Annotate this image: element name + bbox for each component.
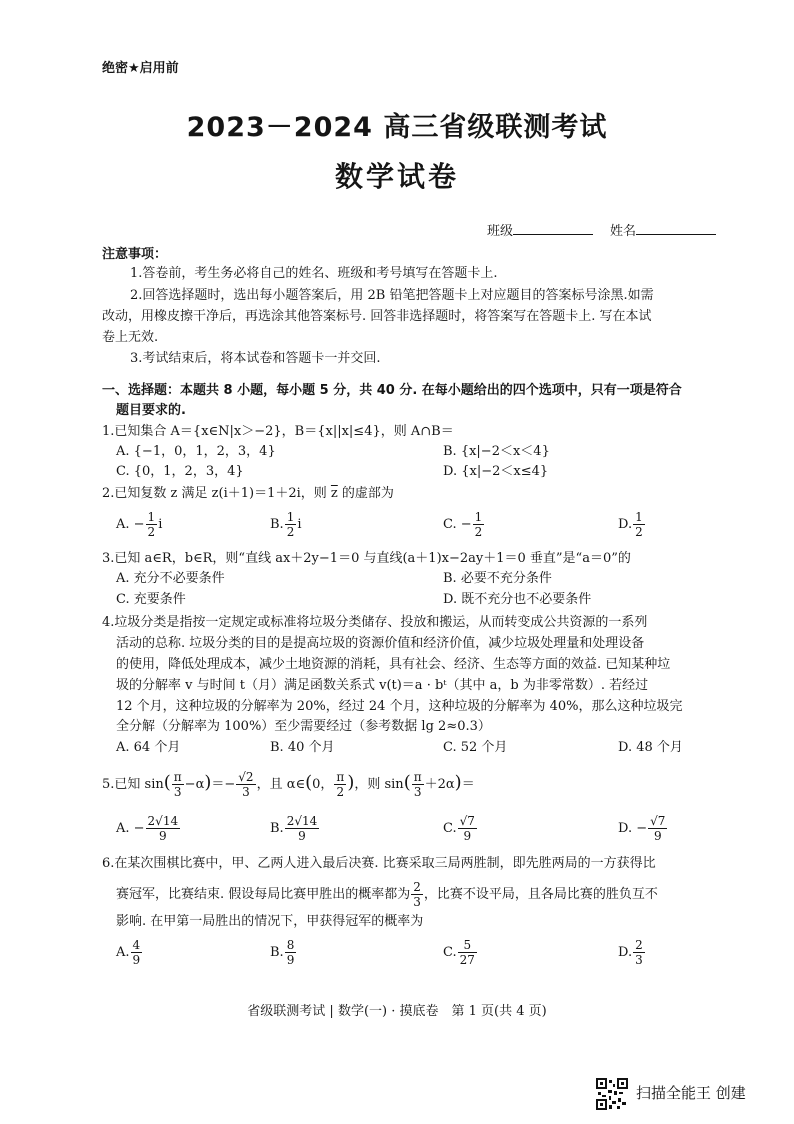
q4-line-5: 12 个月，这种垃圾的分解率为 20%，经过 24 个月，这种垃圾的分解率为 40%，那么这种垃圾完 <box>116 699 683 714</box>
q5-d-num: √7 <box>650 814 666 828</box>
q2-option-a <box>116 510 162 539</box>
q6-l2-num: 2 <box>413 880 421 894</box>
q6-a-den: 9 <box>132 953 141 967</box>
q5-a-fraction <box>146 814 181 843</box>
q5-frac1-num: π <box>173 770 182 784</box>
q2-option-b <box>270 510 302 539</box>
q4-line-6: 全分解（分解率为 100%）至少需要经过（参考数据 lg 2≈0.3） <box>116 719 491 734</box>
q6-a-num: 4 <box>132 938 141 952</box>
q6-c-pre: C. <box>443 945 457 960</box>
q6-l2-post: ，比赛不设平局，且各局比赛的胜负互不 <box>423 887 658 902</box>
q1-option-a: A. {−1，0，1，2，3，4} <box>116 444 276 459</box>
q2-option-c <box>443 510 485 539</box>
exam-subtitle: 数学试卷 <box>334 160 459 193</box>
q1-option-d: D. {x|−2＜x≤4} <box>443 464 549 479</box>
q4-option-b: B. 40 个月 <box>270 740 335 755</box>
notes-heading: 注意事项： <box>102 247 168 262</box>
q2-stem-post: 的虚部为 <box>341 486 394 501</box>
q5-d-fraction <box>648 814 667 843</box>
scanner-credit: 扫描全能王 创建 <box>636 1084 746 1102</box>
note-2-line-3: 卷上无效. <box>102 330 159 345</box>
q2-b-post: i <box>297 517 302 532</box>
page-footer: 省级联测考试 | 数学(一) · 摸底卷 第 1 页(共 4 页) <box>247 1004 547 1019</box>
q5-frac-pi-3b <box>412 770 424 799</box>
q5-p5: ＝− <box>211 777 236 792</box>
q2-c-fraction <box>473 510 485 539</box>
q2-b-pre: B. <box>270 517 284 532</box>
q3-option-c: C. 充要条件 <box>116 592 186 607</box>
q5-p12: ，则 sin <box>354 777 404 792</box>
q6-l2-pre: 赛冠军，比赛结束. 假设每局比赛甲胜出的概率都为 <box>116 887 411 902</box>
q6-d-fraction <box>633 938 645 967</box>
q2-a-den: 2 <box>147 525 156 539</box>
q3-option-a: A. 充分不必要条件 <box>116 571 225 586</box>
q5-frac1-den: 3 <box>173 785 182 799</box>
q6-a-pre: A. <box>116 945 130 960</box>
class-blank <box>513 222 593 235</box>
q2-c-den: 2 <box>474 525 483 539</box>
note-3: 3.考试结束后，将本试卷和答题卡一并交回. <box>130 351 381 366</box>
q6-option-c <box>443 938 478 967</box>
q5-c-num: √7 <box>459 814 475 828</box>
q5-p1: 5.已知 sin <box>102 777 164 792</box>
q2-c-pre: C. − <box>443 517 472 532</box>
q6-d-pre: D. <box>618 945 633 960</box>
q4-option-a: A. 64 个月 <box>116 740 181 755</box>
q1-option-b: B. {x|−2＜x＜4} <box>443 444 550 459</box>
q5-a-num: 2√14 <box>147 814 179 828</box>
q6-c-den: 27 <box>459 953 475 967</box>
q6-b-pre: B. <box>270 945 284 960</box>
q2-a-fraction <box>146 510 158 539</box>
q6-b-num: 8 <box>286 938 295 952</box>
section-1-instruction-2: 题目要求的. <box>116 403 186 418</box>
q5-frac4-num: π <box>413 770 422 784</box>
q6-l2-den: 3 <box>413 895 421 909</box>
q5-option-a <box>116 814 181 843</box>
section-1-instruction: 一、选择题：本题共 8 小题，每小题 5 分，共 40 分. 在每小题给出的四个选项中，只有一项是符合 <box>102 383 682 398</box>
q1-option-c: C. {0，1，2，3，4} <box>116 464 244 479</box>
q5-b-num: 2√14 <box>286 814 318 828</box>
note-2-line-2: 改动，用橡皮擦干净后，再选涂其他答案标号. 回答非选择题时，将答案写在答题卡上. 写在本试 <box>102 309 652 324</box>
q2-option-d <box>618 510 646 539</box>
q5-a-den: 9 <box>159 829 167 843</box>
q2-stem-zbar: $\overline{z}$ <box>330 486 338 501</box>
class-field <box>487 222 593 240</box>
q5-b-pre: B. <box>270 821 284 836</box>
q5-frac-pi-2 <box>334 770 346 799</box>
qr-code-icon <box>596 1078 628 1114</box>
q5-frac2-den: 3 <box>242 785 250 799</box>
name-label: 姓名 <box>610 224 637 239</box>
q5-b-fraction <box>285 814 320 843</box>
note-1: 1.答卷前，考生务必将自己的姓名、班级和考号填写在答题卡上. <box>130 266 498 281</box>
q4-line-1: 4.垃圾分类是指按一定规定或标准将垃圾分类储存、投放和搬运，从而转变成公共资源的一系列 <box>102 615 648 630</box>
q6-option-b <box>270 938 297 967</box>
q5-p4: −α <box>184 777 205 792</box>
exam-title: 2023－2024 高三省级联测考试 <box>186 112 608 143</box>
q4-option-c: C. 52 个月 <box>443 740 508 755</box>
q2-d-pre: D. <box>618 517 633 532</box>
q5-p8: ，且 α∈ <box>256 777 306 792</box>
q2-b-num: 1 <box>286 510 295 524</box>
q6-d-den: 3 <box>635 953 643 967</box>
q5-option-b <box>270 814 320 843</box>
secret-mark: 绝密★启用前 <box>102 61 179 76</box>
q2-c-num: 1 <box>474 510 483 524</box>
q5-option-d <box>618 814 668 843</box>
q6-d-num: 2 <box>635 938 643 952</box>
q3-option-d: D. 既不充分也不必要条件 <box>443 592 592 607</box>
q4-line-4: 圾的分解率 v 与时间 t（月）满足函数关系式 v(t)＝a · bᵗ（其中 a，b 为非零常数）. 若经过 <box>116 678 649 693</box>
q2-stem-pre: 2.已知复数 z 满足 z(i＋1)＝1＋2i，则 <box>102 486 327 501</box>
q2-a-post: i <box>158 517 163 532</box>
q5-frac-sqrt2-3 <box>236 770 255 799</box>
q5-stem: 5.已知 sin( $\frac{\pi}{3}$ −α)＝− $\frac{√2}{3}$ ，且 α∈(0， $\frac{\pi}{2}$ )，则 sin( $\frac{\pi}{3}$ ＋2α)＝ <box>102 770 475 799</box>
q5-option-c <box>443 814 478 843</box>
q4-option-d: D. 48 个月 <box>618 740 683 755</box>
q2-d-fraction <box>633 510 645 539</box>
name-field <box>610 222 716 240</box>
q6-line-1: 6.在某次围棋比赛中，甲、乙两人进入最后决赛. 比赛采取三局两胜制，即先胜两局的一方获得比 <box>102 856 656 871</box>
q5-b-den: 9 <box>298 829 306 843</box>
q6-c-num: 5 <box>458 938 477 953</box>
q6-prob-fraction <box>411 880 423 909</box>
q6-line-3: 影响. 在甲第一局胜出的情况下，甲获得冠军的概率为 <box>116 914 424 929</box>
q2-b-den: 2 <box>286 525 295 539</box>
q6-option-d <box>618 938 646 967</box>
q2-d-num: 1 <box>635 510 643 524</box>
class-label: 班级 <box>487 224 514 239</box>
q5-a-pre: A. − <box>116 821 145 836</box>
q5-p9: 0， <box>312 777 334 792</box>
q6-a-fraction <box>131 938 143 967</box>
note-2-line-1: 2.回答选择题时，选出每小题答案后，用 2B 铅笔把答题卡上对应题目的答案标号涂黑.如需 <box>130 288 654 303</box>
q2-a-pre: A. − <box>116 517 145 532</box>
q5-p15: ＋2α <box>424 777 455 792</box>
q6-c-fraction <box>458 938 477 967</box>
q5-frac2-num: √2 <box>238 770 254 784</box>
q5-p16: ＝ <box>461 777 475 792</box>
q2-d-den: 2 <box>635 525 643 539</box>
q3-option-b: B. 必要不充分条件 <box>443 571 552 586</box>
q5-c-pre: C. <box>443 821 457 836</box>
q6-option-a <box>116 938 143 967</box>
q4-line-3: 的使用，降低处理成本，减少土地资源的消耗，具有社会、经济、生态等方面的效益. 已知某种垃 <box>116 657 671 672</box>
q2-a-num: 1 <box>147 510 156 524</box>
q5-c-den: 9 <box>463 829 472 843</box>
q5-c-fraction <box>458 814 477 843</box>
q5-d-den: 9 <box>653 829 662 843</box>
q4-line-2: 活动的总称. 垃圾分类的目的是提高垃圾的资源价值和经济价值，减少垃圾处理量和处理设备 <box>116 636 645 651</box>
q5-frac-pi-3 <box>172 770 184 799</box>
q5-frac3-den: 2 <box>336 785 345 799</box>
q6-b-den: 9 <box>286 953 295 967</box>
q5-d-pre: D. − <box>618 821 648 836</box>
q2-b-fraction <box>285 510 297 539</box>
q2-stem <box>102 486 394 502</box>
name-blank <box>636 222 716 235</box>
q5-frac3-num: π <box>336 770 345 784</box>
q5-frac4-den: 3 <box>413 785 422 799</box>
q6-line-2 <box>116 880 658 909</box>
q6-b-fraction <box>285 938 297 967</box>
q3-stem: 3.已知 a∈R，b∈R，则“直线 ax＋2y−1＝0 与直线(a＋1)x−2ay＋1＝0 垂直”是“a＝0”的 <box>102 551 631 566</box>
q1-stem: 1.已知集合 A＝{x∈N|x＞−2}，B＝{x||x|≤4}，则 A∩B＝ <box>102 424 454 439</box>
